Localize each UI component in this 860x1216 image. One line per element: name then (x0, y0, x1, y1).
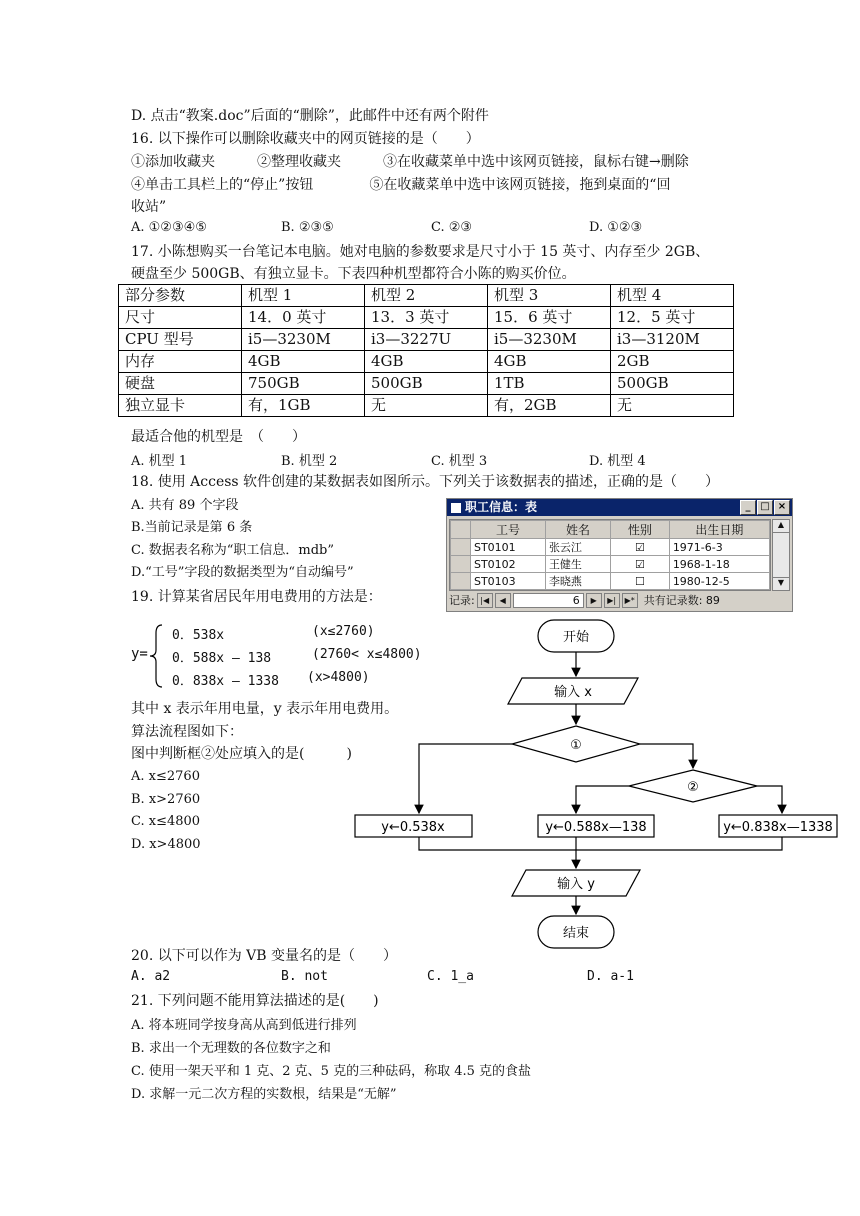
q21-option-b: B. 求出一个无理数的各位数字之和 (131, 1041, 331, 1056)
table-cell: 独立显卡 (119, 395, 242, 417)
q20-option: A. a2 (131, 969, 171, 984)
q17-ask: 最适合他的机型是 （ ） (131, 429, 306, 445)
record-number-field[interactable]: 6 (513, 593, 584, 608)
column-header[interactable]: 姓名 (545, 521, 610, 539)
table-cell: i3—3227U (365, 329, 488, 351)
table-cell: 内存 (119, 351, 242, 373)
cell-name[interactable]: 王健生 (545, 556, 610, 573)
flow-decision-2-label: ② (687, 780, 699, 795)
flow-input-label: 输入 x (554, 685, 592, 700)
q16-line1: ①添加收藏夹 ②整理收藏夹 ③在收藏菜单中选中该网页链接，鼠标右键→删除 (131, 154, 689, 170)
q19-option-c: C. x≤4800 (131, 814, 201, 829)
q16-option: B. ②③⑤ (281, 220, 334, 235)
flow-decision-1-label: ① (570, 738, 582, 753)
cell-id[interactable]: ST0103 (470, 573, 545, 590)
flow-process-1-label: y←0.538x (381, 820, 445, 835)
table-cell: 有，1GB (242, 395, 365, 417)
q19-note-1: 其中 x 表示年用电量，y 表示年用电费用。 (131, 701, 399, 717)
q17-option: C. 机型 3 (431, 454, 488, 469)
q21-option-c: C. 使用一架天平和 1 克、2 克、5 克的三种砝码，称取 4.5 克的食盐 (131, 1064, 532, 1079)
q20-stem: 20. 以下可以作为 VB 变量名的是（ ） (131, 948, 398, 964)
q18-option-a: A. 共有 89 个字段 (131, 498, 239, 513)
piece-cond: (x>4800) (307, 670, 370, 685)
q17-option: A. 机型 1 (131, 454, 188, 469)
q18-stem: 18. 使用 Access 软件创建的某数据表如图所示。下列关于该数据表的描述，正确的是（ ） (131, 474, 720, 490)
flow-end-label: 结束 (562, 926, 590, 941)
table-cell: 13．3 英寸 (365, 307, 488, 329)
first-record-icon[interactable]: |◀ (477, 593, 493, 608)
q21-option-d: D. 求解一元二次方程的实数根，结果是“无解” (131, 1087, 397, 1102)
gender-checkbox[interactable]: ☑ (610, 539, 669, 556)
q17-stem-1: 17. 小陈想购买一台笔记本电脑。她对电脑的参数要求是尺寸小于 15 英寸、内存至少 2GB、 (131, 244, 710, 260)
q20-options (131, 969, 731, 984)
table-cell: 部分参数 (119, 285, 242, 307)
last-record-icon[interactable]: ▶| (604, 593, 620, 608)
table-cell: 无 (365, 395, 488, 417)
piece-cond: (x≤2760) (312, 624, 375, 639)
table-cell: 2GB (611, 351, 734, 373)
gender-checkbox[interactable]: ☐ (610, 573, 669, 590)
piece-expr: 0．538x (172, 628, 225, 643)
flow-process-2-label: y←0.588x—138 (545, 820, 647, 835)
flow-start-label: 开始 (562, 630, 590, 645)
table-cell: 15．6 英寸 (488, 307, 611, 329)
q19-stem: 19. 计算某省居民年用电费用的方法是： (131, 589, 382, 605)
new-record-icon[interactable]: ▶* (622, 593, 638, 608)
q21-option-a: A. 将本班同学按身高从高到低进行排列 (131, 1018, 357, 1033)
column-header[interactable]: 工号 (470, 521, 545, 539)
piece-cond: (2760< x≤4800) (312, 647, 422, 662)
table-cell: 4GB (365, 351, 488, 373)
column-header[interactable]: 出生日期 (669, 521, 769, 539)
table-cell: 4GB (488, 351, 611, 373)
flow-output-label: 输入 y (557, 877, 595, 892)
table-cell: 1TB (488, 373, 611, 395)
q16-option: D. ①②③ (589, 220, 643, 235)
table-cell: 机型 4 (611, 285, 734, 307)
q19-ask: 图中判断框②处应填入的是( ) (131, 746, 352, 762)
q19-note-2: 算法流程图如下： (131, 724, 243, 740)
q18-option-d: D.“工号”字段的数据类型为“自动编号” (131, 565, 354, 580)
table-cell: 500GB (365, 373, 488, 395)
table-cell: 无 (611, 395, 734, 417)
flow-process-3-label: y←0.838x—1338 (723, 820, 833, 835)
piecewise-brace (150, 625, 162, 687)
table-cell: 14．0 英寸 (242, 307, 365, 329)
table-cell: 750GB (242, 373, 365, 395)
q18-option-b: B.当前记录是第 6 条 (131, 520, 253, 535)
cell-birthdate[interactable]: 1968-1-18 (669, 556, 769, 573)
column-header[interactable]: 性别 (610, 521, 669, 539)
table-cell: 有，2GB (488, 395, 611, 417)
q18-option-c: C. 数据表名称为“职工信息．mdb” (131, 543, 335, 558)
q19-option-d: D. x>4800 (131, 837, 201, 852)
cell-birthdate[interactable]: 1971-6-3 (669, 539, 769, 556)
table-cell: i3—3120M (611, 329, 734, 351)
q17-option: D. 机型 4 (589, 454, 646, 469)
close-icon[interactable]: × (774, 500, 790, 515)
scroll-up-icon[interactable]: ▲ (773, 520, 789, 533)
access-window-title: 职工信息：表 (465, 500, 538, 514)
q16-option: C. ②③ (431, 220, 473, 235)
table-cell: 4GB (242, 351, 365, 373)
table-cell: 尺寸 (119, 307, 242, 329)
total-records: 共有记录数: 89 (643, 594, 720, 607)
next-record-icon[interactable]: ▶ (586, 593, 602, 608)
q20-option: B. not (281, 969, 328, 984)
record-label: 记录: (449, 594, 475, 607)
minimize-icon[interactable]: _ (740, 500, 756, 515)
q20-option: D. a-1 (587, 969, 634, 984)
flow-connectors (419, 652, 782, 914)
cell-id[interactable]: ST0102 (470, 556, 545, 573)
table-cell: i5—3230M (242, 329, 365, 351)
table-cell: 500GB (611, 373, 734, 395)
table-cell: 机型 2 (365, 285, 488, 307)
q16-option: A. ①②③④⑤ (131, 220, 207, 235)
q19-option-a: A. x≤2760 (131, 769, 200, 784)
q17-option: B. 机型 2 (281, 454, 338, 469)
q19-option-b: B. x>2760 (131, 792, 201, 807)
table-cell: i5—3230M (488, 329, 611, 351)
scroll-down-icon[interactable]: ▼ (773, 577, 789, 590)
q16-line3: 收站” (131, 199, 167, 215)
piece-expr: 0．588x — 138 (172, 651, 272, 666)
piecewise-y: y= (131, 646, 148, 662)
q21-stem: 21. 下列问题不能用算法描述的是( ) (131, 993, 379, 1009)
cell-id[interactable]: ST0101 (470, 539, 545, 556)
q15-option-d: D. 点击“教案.doc”后面的“删除”，此邮件中还有两个附件 (131, 108, 489, 124)
table-cell: CPU 型号 (119, 329, 242, 351)
cell-birthdate[interactable]: 1980-12-5 (669, 573, 769, 590)
q16-stem: 16. 以下操作可以删除收藏夹中的网页链接的是（ ） (131, 131, 480, 147)
piece-expr: 0．838x — 1338 (172, 674, 279, 689)
cell-name[interactable]: 张云江 (545, 539, 610, 556)
table-cell: 机型 3 (488, 285, 611, 307)
gender-checkbox[interactable]: ☑ (610, 556, 669, 573)
q17-stem-2: 硬盘至少 500GB、有独立显卡。下表四种机型都符合小陈的购买价位。 (131, 266, 576, 282)
maximize-icon[interactable]: □ (757, 500, 773, 515)
table-cell: 12．5 英寸 (611, 307, 734, 329)
q16-line2: ④单击工具栏上的“停止”按钮 ⑤在收藏菜单中选中该网页链接，拖到桌面的“回 (131, 177, 671, 193)
table-cell: 硬盘 (119, 373, 242, 395)
prev-record-icon[interactable]: ◀ (495, 593, 511, 608)
cell-name[interactable]: 李晓燕 (545, 573, 610, 590)
q20-option: C. 1_a (427, 969, 474, 984)
table-cell: 机型 1 (242, 285, 365, 307)
